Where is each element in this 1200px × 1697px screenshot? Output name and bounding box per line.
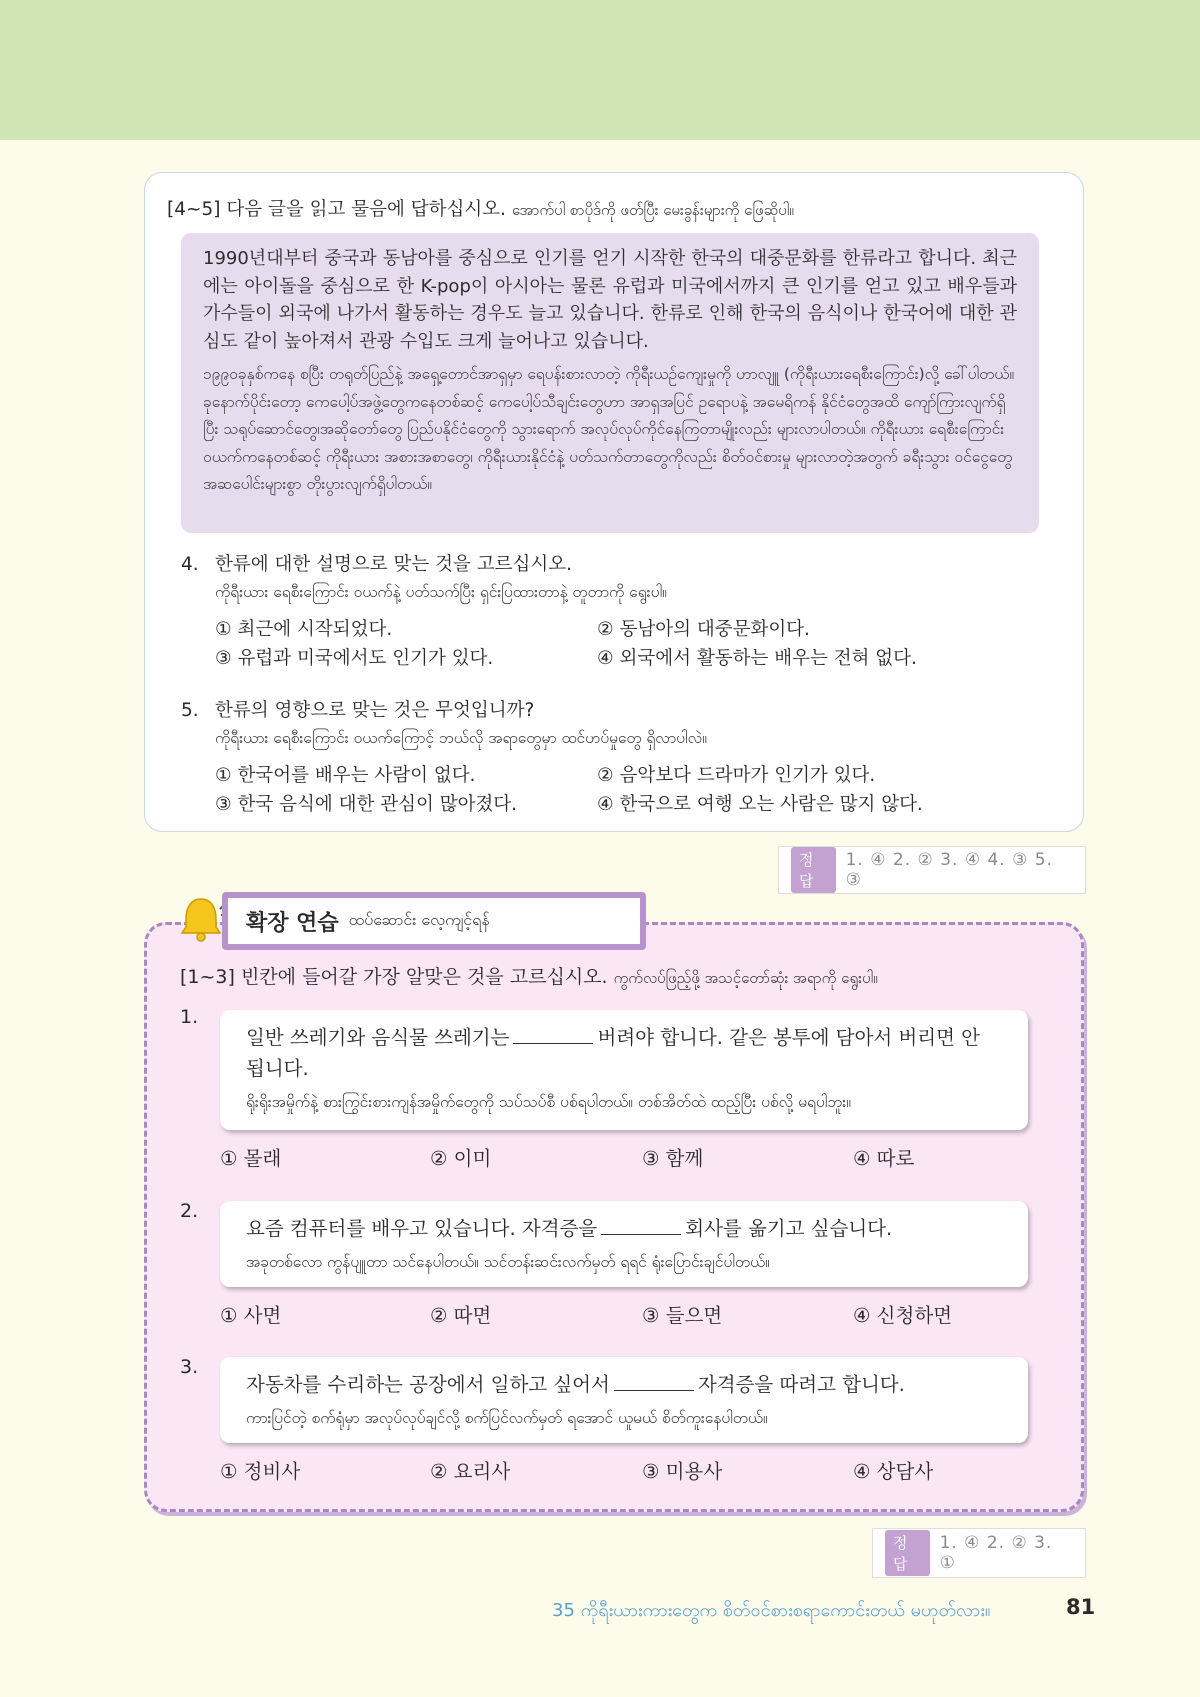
item-1-number: 1. [180,1006,199,1028]
item-1-choice-4[interactable]: ④ 따로 [853,1147,915,1170]
extension-title-myanmar: ထပ်ဆောင်း လေ့ကျင့်ရန် [348,910,490,929]
item-3-choice-3[interactable]: ③ 미용사 [642,1460,723,1483]
item-2-choice-3[interactable]: ③ 들으면 [642,1304,723,1327]
page-number: 81 [1066,1595,1096,1619]
blank-line [601,1214,681,1235]
question-4 [181,551,1041,675]
answer-label: 정답 [885,1530,930,1576]
sentence-part: 버려야 합니다. 같은 봉투에 담아서 버리면 안 됩니다. [246,1026,980,1080]
bell-icon [176,895,226,943]
chapter-footer: 35 ကိုရီးယားကားတွေက စိတ်ဝင်စားစရာကောင်းတယ် မဟုတ်လား။ [552,1600,991,1621]
item-3-number: 3. [180,1356,199,1378]
answer-text: 1. ④ 2. ② 3. ④ 4. ③ 5. ③ [845,850,1053,890]
passage-myanmar: ၁၉၉၀ခုနှစ်ကနေ စပြီး တရုတ်ပြည်နဲ့ အရှေ့တောင်အာရှမှာ ရေပန်းစားလာတဲ့ ကိုရီးယဉ်ကျေးမှုကို ဟာလျူ (ကိုရီးယားရေစီးကြောင်း)လို့ ခေါ်ပါတယ်။ ခုနောက်ပိုင်းတော့ ကေပေါ့ပ်အဖွဲ့တွေကနေတစ်ဆင့် ကေပေါ့ပ်သီချင်းတွေဟာ အာရှအပြင် ဥရောပနဲ့ အမေရိကန် နိုင်ငံတွေအထိ ကျော်ကြားလျက်ရှိပြီး သရုပ်ဆောင်တွေ၊အဆိုတော်တွေ ပြည်ပနိုင်ငံတွေကို သွားရောက် အလုပ်လုပ်ကိုင်နေကြတာမျိုးလည်း များလာပါတယ်။ ကိုရီးယား ရေစီးကြောင်း ဝယက်ကနေတစ်ဆင့် ကိုရီးယား အစားအစာတွေ၊ ကိုရီးယားနိုင်ငံနဲ့ ပတ်သက်တာတွေကိုလည်း စိတ်ဝင်စားမှု များလာတဲ့အတွက် ခရီးသွား ဝင်ငွေတွေ အဆပေါင်းများစွာ တိုးပွားလျက်ရှိပါတယ်။ [203,365,1015,493]
sentence-part: 요즘 컴퓨터를 배우고 있습니다. 자격증을 [246,1217,598,1240]
question-number: 4. [181,554,199,575]
sentence-part: 회사를 옮기고 싶습니다. [685,1217,893,1240]
sentence-part: 일반 쓰레기와 음식물 쓰레기는 [246,1026,510,1049]
question-5-options [215,761,1041,821]
extension-title: 확장 연습 [246,910,339,936]
item-1-choice-3[interactable]: ③ 함께 [642,1147,704,1170]
question-5-text [181,697,1041,725]
instruction-myanmar: ကွက်လပ်ဖြည့်ဖို့ အသင့်တော်ဆုံး အရာကို ရွေးပါ။ [613,969,878,987]
option-2[interactable]: ② 동남아의 대중문화이다. [597,619,810,640]
item-3-choice-4[interactable]: ④ 상담사 [853,1460,934,1483]
item-2-sentence-myanmar: အခုတစ်လော ကွန်ပျူတာ သင်နေပါတယ်။ သင်တန်းဆင်းလက်မှတ် ရရင် ရုံးပြောင်းချင်ပါတယ်။ [246,1253,770,1271]
answer-key-box-2 [872,1528,1086,1578]
item-3-sentence-korean [246,1369,1002,1400]
question-number: 5. [181,700,199,721]
item-2-sentence-korean [246,1213,1002,1244]
item-1-choice-1[interactable]: ① 몰래 [220,1147,282,1170]
question-myanmar: ကိုရီးယား ရေစီးကြောင်း ဝယက်နဲ့ ပတ်သက်ပြီး ရှင်းပြထားတာနဲ့ တူတာကို ရွေးပါ။ [215,583,667,601]
reading-passage [181,233,1039,533]
answer-label: 정답 [791,847,836,893]
question-myanmar: ကိုရီးယား ရေစီးကြောင်း ဝယက်ကြောင့် ဘယ်လို အရာတွေမှာ ထင်ဟပ်မှုတွေ ရှိလာပါလဲ။ [215,729,707,747]
item-3-choice-1[interactable]: ① 정비사 [220,1460,301,1483]
item-3-sentence-myanmar: ကားပြင်တဲ့ စက်ရုံမှာ အလုပ်လုပ်ချင်လို့ စက်ပြင်လက်မှတ် ရအောင် ယူမယ် စိတ်ကူးနေပါတယ်။ [246,1409,768,1427]
option-2[interactable]: ② 음악보다 드라마가 인기가 있다. [597,765,876,786]
option-1[interactable]: ① 최근에 시작되었다. [215,619,393,640]
item-2-number: 2. [180,1200,199,1222]
question-4-options [215,615,1041,675]
question-korean: 한류의 영향으로 맞는 것은 무엇입니까? [215,700,535,721]
item-2-sentence-box [220,1201,1028,1287]
option-1[interactable]: ① 한국어를 배우는 사람이 없다. [215,765,476,786]
item-1-sentence-box [220,1010,1028,1130]
blank-line [513,1023,593,1044]
reading-section-card [144,172,1084,832]
extension-instruction [180,962,878,991]
instruction-korean: [1~3] 빈칸에 들어갈 가장 알맞은 것을 고르십시오. [180,966,608,988]
item-1-sentence-myanmar: ရိုးရိုးအမှိုက်နဲ့ စားကြွင်းစားကျန်အမှိုက်တွေကို သပ်သပ်စီ ပစ်ရပါတယ်။ တစ်အိတ်ထဲ ထည့်ပြီး ပစ်လို့ မရပါဘူး။ [246,1093,851,1111]
question-5 [181,697,1041,821]
instruction-korean: [4~5] 다음 글을 읽고 물음에 답하십시오. [167,199,506,220]
answer-key-box-1 [778,846,1086,894]
item-2-choice-1[interactable]: ① 사면 [220,1304,282,1327]
sentence-part: 자동차를 수리하는 공장에서 일하고 싶어서 [246,1373,610,1396]
option-4[interactable]: ④ 한국으로 여행 오는 사람은 많지 않다. [597,794,923,815]
top-color-band [0,0,1200,140]
option-3[interactable]: ③ 한국 음식에 대한 관심이 많아졌다. [215,794,518,815]
sentence-part: 자격증을 따려고 합니다. [697,1373,905,1396]
item-1-sentence-korean [246,1022,1002,1084]
blank-line [614,1370,694,1391]
item-2-choice-2[interactable]: ② 따면 [430,1304,492,1327]
item-1-choice-2[interactable]: ② 이미 [430,1147,492,1170]
passage-korean: 1990년대부터 중국과 동남아를 중심으로 인기를 얻기 시작한 한국의 대중문화를 한류라고 합니다. 최근에는 아이돌을 중심으로 한 K-pop이 아시아는 물론 유럽과 미국에서까지 큰 인기를 얻고 있고 배우들과 가수들이 외국에 나가서 활동하는 경우도 늘고 있습니다. 한류로 인해 한국의 음식이나 한국어에 대한 관심도 같이 높아져서 관광 수입도 크게 늘어나고 있습니다. [203,248,1017,352]
instruction-myanmar: အောက်ပါ စာပိုဒ်ကို ဖတ်ပြီး မေးခွန်းများကို ဖြေဆိုပါ။ [511,201,794,219]
question-4-text [181,551,1041,579]
reading-instruction [167,195,794,223]
option-3[interactable]: ③ 유럽과 미국에서도 인기가 있다. [215,648,494,669]
question-korean: 한류에 대한 설명으로 맞는 것을 고르십시오. [215,554,572,575]
option-4[interactable]: ④ 외국에서 활동하는 배우는 전혀 없다. [597,648,917,669]
answer-text: 1. ④ 2. ② 3. ① [939,1533,1053,1573]
item-3-sentence-box [220,1357,1028,1443]
item-2-choice-4[interactable]: ④ 신청하면 [853,1304,953,1327]
item-3-choice-2[interactable]: ② 요리사 [430,1460,511,1483]
extension-header [222,892,646,950]
